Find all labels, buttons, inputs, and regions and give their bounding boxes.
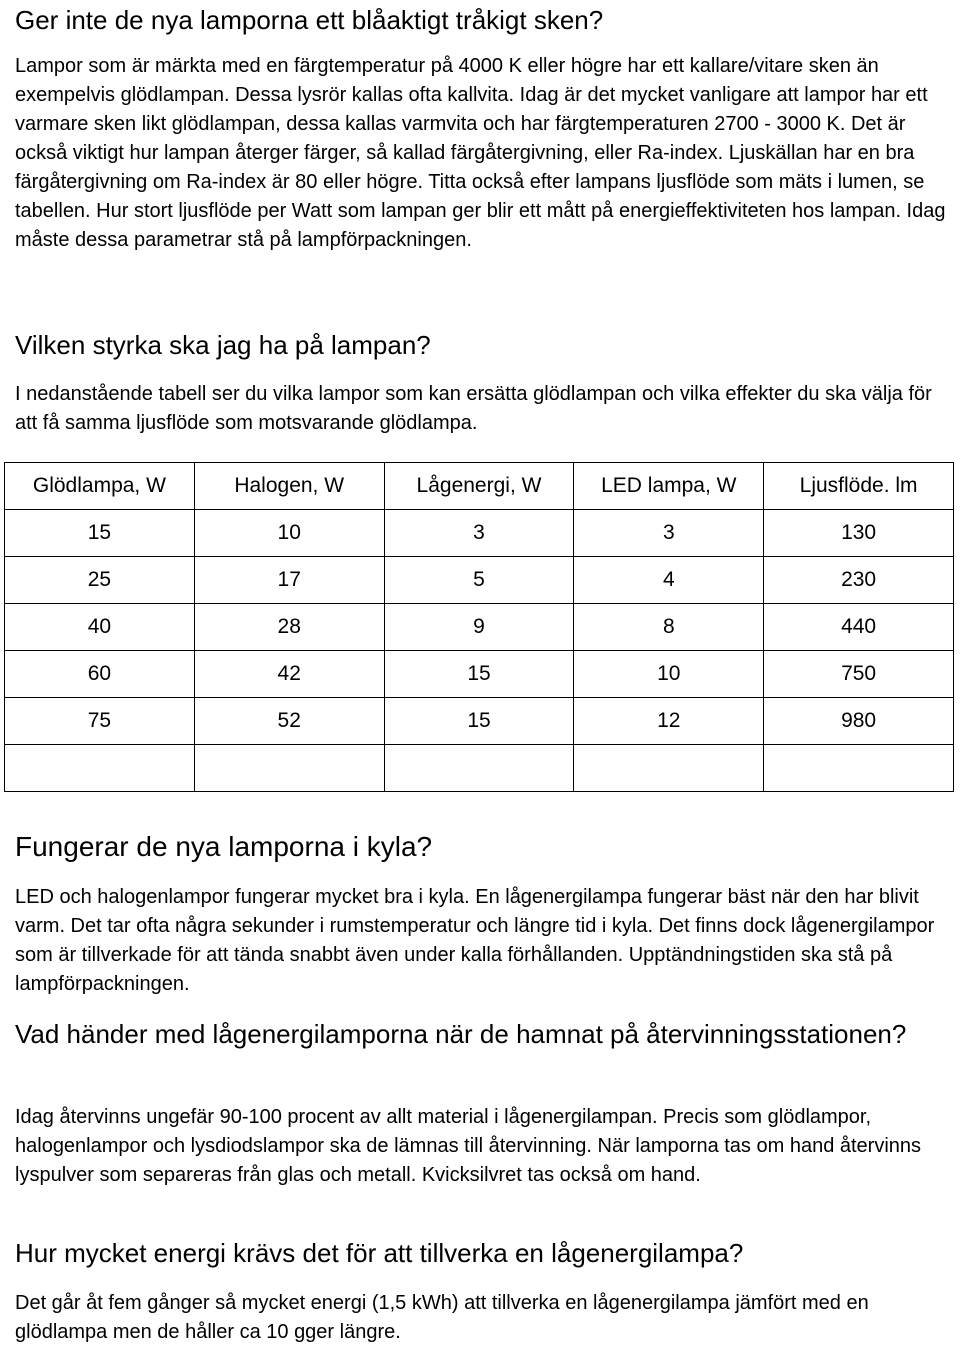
section-heading: Hur mycket energi krävs det för att tillverka en lågenergilampa?: [15, 1238, 744, 1268]
table-header-cell: Ljusflöde. lm: [764, 463, 954, 510]
table-cell: 130: [764, 510, 954, 557]
table-cell: 9: [384, 604, 574, 651]
table-cell: 5: [384, 557, 574, 604]
section-paragraph: LED och halogenlampor fungerar mycket bra i kyla. En lågenergilampa fungerar bäst när den har blivit varm. Det tar ofta några sekunder i rumstemperatur och längre tid i kyla. Det finns dock lågenergilampor som är tillverkade för att tända snabbt även under kalla förhållanden. Upptändningstiden ska stå på lampförpackningen.: [15, 886, 935, 995]
table-cell: 15: [5, 510, 195, 557]
table-cell: [764, 745, 954, 792]
table-cell: 3: [574, 510, 764, 557]
section-heading: Vad händer med lågenergilamporna när de hamnat på återvinningsstationen?: [15, 1019, 907, 1049]
table-cell: 75: [5, 698, 195, 745]
section-paragraph: Idag återvinns ungefär 90-100 procent av allt material i lågenergilampan. Precis som glödlampor, halogenlampor och lysdiodslampor ska de lämnas till återvinning. När lamporna tas om hand återvinns lyspulver som separeras från glas och metall. Kvicksilvret tas också om hand.: [15, 1106, 922, 1186]
table-header-cell: LED lampa, W: [574, 463, 764, 510]
table-row-empty: [5, 745, 954, 792]
table-header-cell: Glödlampa, W: [5, 463, 195, 510]
table-cell: 28: [194, 604, 384, 651]
table-header-row: [5, 463, 954, 510]
section-paragraph: I nedanstående tabell ser du vilka lampor som kan ersätta glödlampan och vilka effekter du ska välja för att få samma ljusflöde som motsvarande glödlampa.: [15, 383, 932, 434]
table-cell: [5, 745, 195, 792]
table-header-cell: Halogen, W: [194, 463, 384, 510]
table-header-cell: Lågenergi, W: [384, 463, 574, 510]
table-cell: 40: [5, 604, 195, 651]
table-row: [5, 510, 954, 557]
table-cell: 10: [574, 651, 764, 698]
table-cell: 12: [574, 698, 764, 745]
table-cell: 10: [194, 510, 384, 557]
table-cell: 750: [764, 651, 954, 698]
table-row: [5, 698, 954, 745]
table-cell: 230: [764, 557, 954, 604]
table-row: [5, 557, 954, 604]
lamp-comparison-table: [4, 462, 954, 792]
table-cell: [194, 745, 384, 792]
section-heading: Vilken styrka ska jag ha på lampan?: [15, 330, 431, 360]
table-row: [5, 604, 954, 651]
table-cell: 52: [194, 698, 384, 745]
table-cell: 8: [574, 604, 764, 651]
table-cell: [384, 745, 574, 792]
section-paragraph: Lampor som är märkta med en färgtemperatur på 4000 K eller högre har ett kallare/vitare sken än exempelvis glödlampan. Dessa lysrör kallas ofta kallvita. Idag är det mycket vanligare att lampor har ett varmare sken likt glödlampan, dessa kallas varmvita och har färgtemperaturen 2700 - 3000 K. Det är också viktigt hur lampan återger färger, så kallad färgåtergivning, eller Ra-index. Ljuskällan har en bra färgåtergivning om Ra-index är 80 eller högre. Titta också efter lampans ljusflöde som mäts i lumen, se tabellen. Hur stort ljusflöde per Watt som lampan ger blir ett mått på energieffektiviteten hos lampan. Idag måste dessa parametrar stå på lampförpackningen.: [15, 55, 946, 251]
table-cell: 60: [5, 651, 195, 698]
table-cell: 4: [574, 557, 764, 604]
table-row: [5, 651, 954, 698]
table-cell: 3: [384, 510, 574, 557]
table-cell: 980: [764, 698, 954, 745]
table-cell: 15: [384, 698, 574, 745]
table-cell: 17: [194, 557, 384, 604]
section-paragraph: Det går åt fem gånger så mycket energi (1,5 kWh) att tillverka en lågenergilampa jämfört med en glödlampa men de håller ca 10 gger längre.: [15, 1292, 869, 1343]
table-cell: 42: [194, 651, 384, 698]
section-heading: Ger inte de nya lamporna ett blåaktigt tråkigt sken?: [15, 5, 604, 35]
table-cell: 15: [384, 651, 574, 698]
table-cell: [574, 745, 764, 792]
section-heading: Fungerar de nya lamporna i kyla?: [15, 831, 433, 862]
table-cell: 25: [5, 557, 195, 604]
table-cell: 440: [764, 604, 954, 651]
